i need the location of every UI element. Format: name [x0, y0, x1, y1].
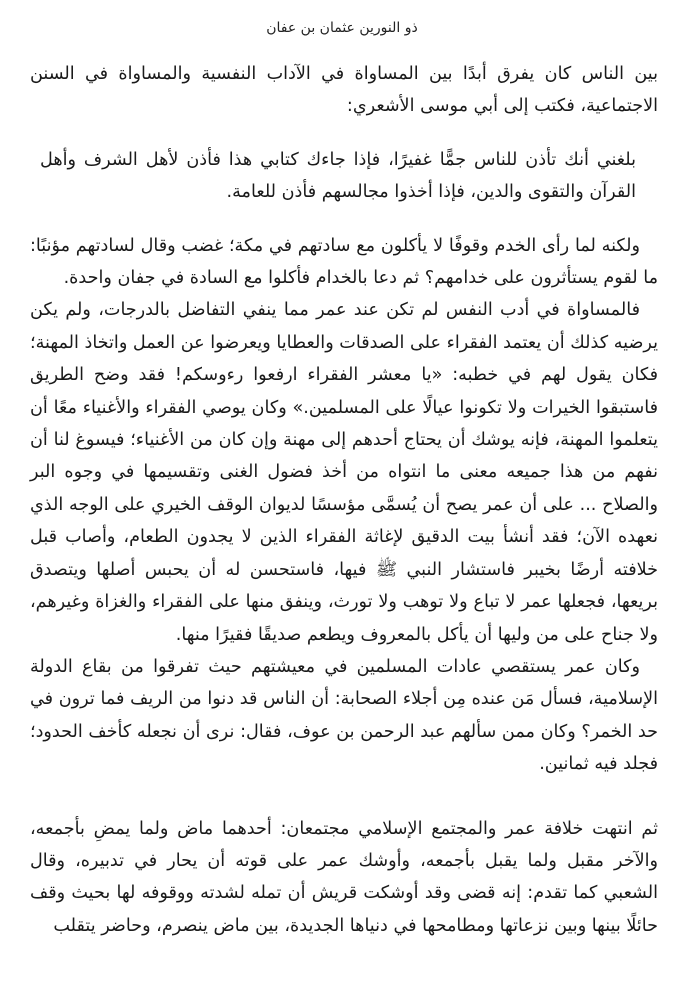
paragraph-equality: فالمساواة في أدب النفس لم تكن عند عمر مما ينفي التفاضل بالدرجات، ولم يكن يرضيه كذلك أن يعتمد الفقراء على الصدقات والعطايا ويعرضوا عن العمل واتخاذ المهنة؛ فكان يقول لهم في خطبه: «يا معشر الفقراء ارفعوا رءوسكم! فقد وضح الطريق فاستبقوا الخيرات ولا تكونوا عيالًا على المسلمين.» وكان يوصي الفقراء والأغنياء معًا أن يتعلموا المهنة، فإنه يوشك أن يحتاج أحدهم إلى مهنة وإن كان من الأغنياء؛ فيسوغ لنا أن نفهم من هذا جميعه معنى ما انتواه من أخذ فضول الغنى وتقسيمها في وجوه البر والصلاح ... على أن عمر يصح أن يُسمَّى مؤسسًا لديوان الوقف الخيري على الوجه الذي نعهده الآن؛ فقد أنشأ بيت الدقيق لإغاثة الفقراء الذين لا يجدون الطعام، وأصاب قبل خلافته أرضًا بخيبر فاستشار النبي ﷺ فيها، فاستحسن له أن يحبس أصلها ويتصدق بريعها، فجعلها عمر لا تباع ولا توهب ولا تورث، وينفق منها على الفقراء والغزاة وغيرهم، ولا جناح على من وليها أن يأكل بالمعروف ويطعم صديقًا فقيرًا منها.	[30, 300, 658, 645]
paragraph-customs: وكان عمر يستقصي عادات المسلمين في معيشتهم حيث تفرقوا من بقاع الدولة الإسلامية، فسأل مَن عنده مِن أجلاء الصحابة: أن الناس قد دنوا من الريف فما ترون في حد الخمر؟ وكان ممن سألهم عبد الرحمن بن عوف، فقال: نرى أن نجعله كأخف الحدود؛ فجلد فيه ثمانين.	[30, 656, 658, 775]
block-quote-letter: بلغني أنك تأذن للناس جمًّا غفيرًا، فإذا جاءك كتابي هذا فأذن لأهل الشرف وأهل القرآن والتقوى والدين، فإذا أخذوا مجالسهم فأذن للعامة.	[40, 149, 636, 203]
paragraph-servants: ولكنه لما رأى الخدم وقوفًا لا يأكلون مع سادتهم في مكة؛ غضب وقال لسادتهم مؤنبًا: ما لقوم يستأثرون على خدامهم؟ ثم دعا بالخدام فأكلوا مع السادة في جفان واحدة.	[30, 235, 658, 289]
body-text	[30, 58, 658, 942]
paragraph-end-of-caliphate: ثم انتهت خلافة عمر والمجتمع الإسلامي مجتمعان: أحدهما ماض ولما يمضِ بأجمعه، والآخر مقبل ولما يقبل بأجمعه، وأوشك عمر على قوته أن يحار في تدبيره، وقال الشعبي كما تقدم: إنه قضى وقد أوشكت قريش أن تمله لشدته ووقوفه لها بحيث وقف حائلًا بينها وبين نزعاتها ومطامحها في دنياها الجديدة، بين ماض ينصرم، وحاضر يتقلب	[30, 818, 658, 936]
paragraph-intro: بين الناس كان يفرق أبدًا بين المساواة في الآداب النفسية والمساواة في السنن الاجتماعية، فكتب إلى أبي موسى الأشعري:	[30, 64, 658, 117]
running-header-title: ذو النورين عثمان بن عفان	[266, 20, 418, 36]
